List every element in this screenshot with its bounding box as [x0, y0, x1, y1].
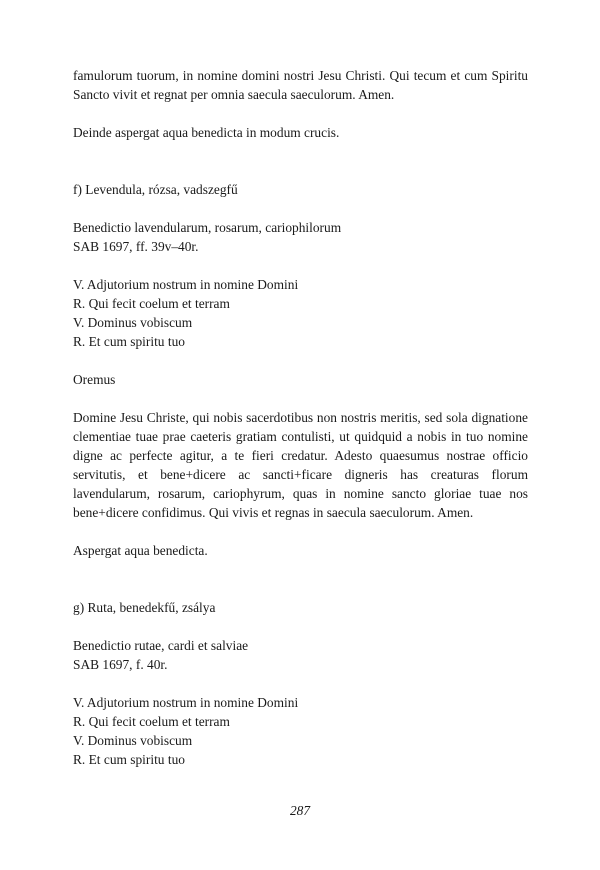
section-f-heading: f) Levendula, rózsa, vadszegfű: [73, 182, 238, 197]
section-f-title-block: [73, 218, 528, 256]
versicle-line: V. Dominus vobiscum: [73, 733, 193, 748]
versicle-line: V. Adjutorium nostrum in nomine Domini: [73, 277, 299, 292]
versicle-line: R. Et cum spiritu tuo: [73, 334, 185, 349]
section-g-title-block: [73, 636, 528, 674]
section-f-source: SAB 1697, ff. 39v–40r.: [73, 239, 199, 254]
section-f-rubric: Aspergat aqua benedicta.: [73, 543, 208, 558]
section-g-versicles: [73, 693, 528, 769]
versicle-line: R. Et cum spiritu tuo: [73, 752, 185, 767]
page-body: [73, 66, 528, 769]
section-f-title: Benedictio lavendularum, rosarum, cariophilorum: [73, 220, 342, 235]
versicle-line: R. Qui fecit coelum et terram: [73, 714, 230, 729]
paragraph-closing-prayer: famulorum tuorum, in nomine domini nostri Jesu Christi. Qui tecum et cum Spiritu Sancto vivit et regnat per omnia saecula saeculorum. Amen.: [73, 68, 528, 102]
section-f-prayer: Domine Jesu Christe, qui nobis sacerdotibus non nostris meritis, sed sola dignatione clementiae tuae prae caeteris gratiam contulisti, ut quidquid a nobis in tuo nomine digne ac perfecte agitur, a te fieri credatur. Adesto quaesumus nostrae officio servitutis, et bene+dicere ac sancti+ficare digneris has creaturas florum lavendularum, rosarum, cariophyrum, quas in nomine sancto gloriae tuae nos bene+dicere confidimus. Qui vivis et regnas in saecula saeculorum. Amen.: [73, 410, 528, 520]
versicle-line: V. Adjutorium nostrum in nomine Domini: [73, 695, 299, 710]
section-g-heading: g) Ruta, benedekfű, zsálya: [73, 600, 216, 615]
versicle-line: R. Qui fecit coelum et terram: [73, 296, 230, 311]
versicle-line: V. Dominus vobiscum: [73, 315, 193, 330]
rubric-sprinkle-cross: Deinde aspergat aqua benedicta in modum crucis.: [73, 125, 340, 140]
section-f-oremus: Oremus: [73, 372, 116, 387]
section-g-source: SAB 1697, f. 40r.: [73, 657, 168, 672]
page-number: 287: [289, 803, 311, 818]
section-f-versicles: [73, 275, 528, 351]
section-g-title: Benedictio rutae, cardi et salviae: [73, 638, 249, 653]
